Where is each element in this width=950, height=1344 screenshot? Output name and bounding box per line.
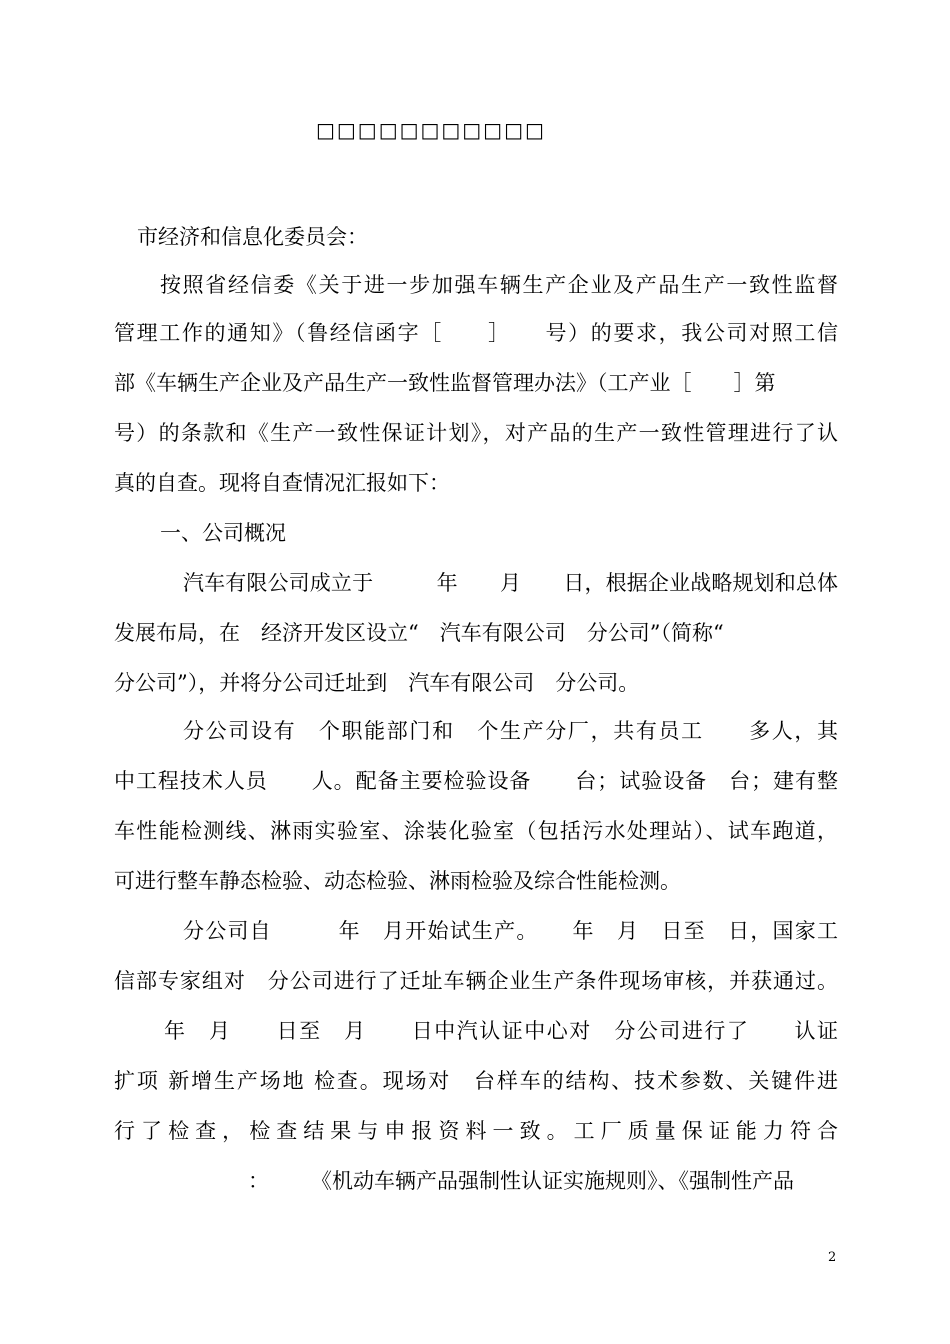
- paragraph-line: 可进行整车静态检验、动态检验、淋雨检验及综合性能检测。: [114, 869, 681, 893]
- paragraph-line: 年 月 日至 月 日中汽认证中心对 分公司进行了 认证: [164, 1019, 838, 1043]
- paragraph-line: ： 《机动车辆产品强制性认证实施规则》、《强制性产品: [248, 1169, 794, 1193]
- paragraph-line: 信部专家组对 分公司进行了迁址车辆企业生产条件现场审核，并获通过。: [114, 969, 838, 993]
- document-title: □□□□□□□□□□□: [316, 118, 546, 142]
- paragraph-line: 号）的条款和《生产一致性保证计划》，对产品的生产一致性管理进行了认: [114, 421, 838, 445]
- paragraph-line: 行了检查，检查结果与申报资料一致。工厂质量保证能力符合: [114, 1119, 838, 1143]
- section-heading: 一、公司概况: [160, 521, 286, 545]
- paragraph-line: 分公司”），并将分公司迁址到 汽车有限公司 分公司。: [114, 671, 640, 695]
- paragraph-line: 汽车有限公司成立于 年 月 日，根据企业战略规划和总体: [183, 571, 838, 595]
- paragraph-line: 分公司设有 个职能部门和 个生产分厂，共有员工 多人，其: [183, 719, 838, 743]
- paragraph-line: 部《车辆生产企业及产品生产一致性监督管理办法》（工产业［ ］第: [114, 371, 776, 395]
- paragraph-line: 中工程技术人员 人。配备主要检验设备 台；试验设备 台；建有整: [114, 769, 838, 793]
- paragraph-line: 分公司自 年 月开始试生产。 年 月 日至 日，国家工: [183, 919, 838, 943]
- salutation: 市经济和信息化委员会：: [137, 225, 368, 249]
- paragraph-line: 按照省经信委《关于进一步加强车辆生产企业及产品生产一致性监督: [160, 273, 838, 297]
- paragraph-line: 发展布局，在 经济开发区设立“ 汽车有限公司 分公司”（简称“: [114, 621, 724, 645]
- paragraph-line: 管理工作的通知》（鲁经信函字［ ］ 号）的要求，我公司对照工信: [114, 321, 838, 345]
- paragraph-line: 扩项 新增生产场地 检查。现场对 台样车的结构、技术参数、关键件进: [114, 1069, 838, 1093]
- page-number: 2: [828, 1250, 837, 1265]
- paragraph-line: 真的自查。现将自查情况汇报如下：: [114, 471, 450, 495]
- paragraph-line: 车性能检测线、淋雨实验室、涂装化验室（包括污水处理站）、试车跑道，: [114, 819, 838, 843]
